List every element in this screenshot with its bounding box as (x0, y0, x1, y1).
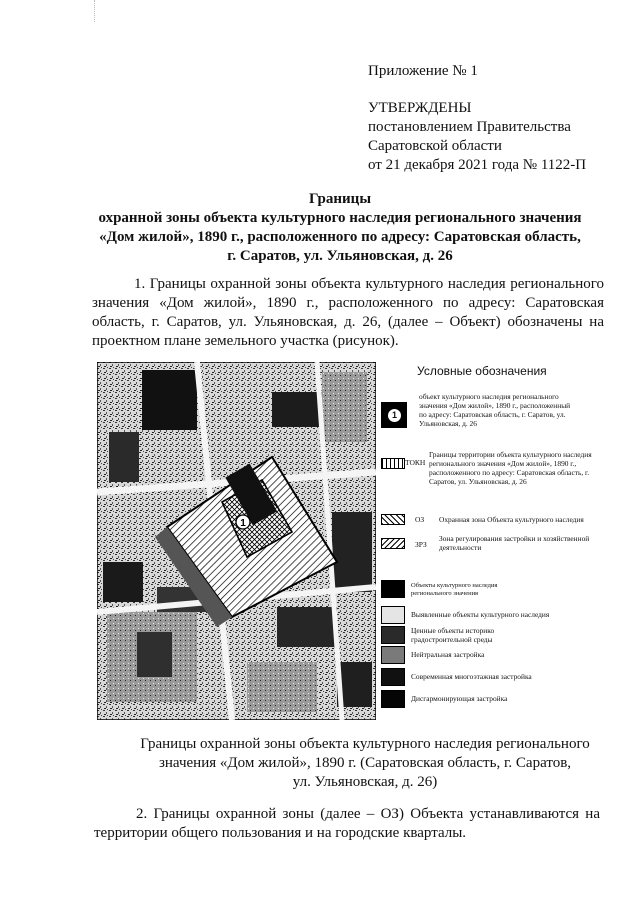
paragraph-1-text: 1. Границы охранной зоны объекта культурного наследия регионального значения «Дом жилой», 1890 г., расположенного по адресу: Саратовская область, г. Саратов, ул. Ульяновская, д. 26, (далее – Объект) обозначены на проектном плане земельного участка (рисунок). (92, 276, 604, 349)
legend-text: Объекты культурного наследия регионального значения (411, 582, 498, 597)
legend-swatch-modern (381, 668, 405, 686)
legend-text: Охранная зона Объекта культурного наследия (439, 515, 584, 524)
map-drawing (97, 362, 376, 720)
map-object-marker: 1 (240, 518, 246, 529)
approval-line-2: Саратовской области (368, 138, 502, 154)
object-number-icon: 1 (387, 408, 402, 423)
legend-text: объект культурного наследия регионального значения «Дом жилой», 1890 г., расположенный по адресу: Саратовская область, г. Саратов, ул. Ульяновская, д. 26 (419, 392, 571, 428)
approval-block (368, 62, 618, 175)
legend-swatch-neutral (381, 646, 405, 664)
caption-line-1: Границы охранной зоны объекта культурного наследия регионального (140, 736, 590, 752)
document-heading (60, 190, 620, 266)
paragraph-1 (92, 275, 604, 351)
legend-swatch-object (381, 402, 407, 428)
approval-line-3: от 21 декабря 2021 года № 1122-П (368, 157, 587, 173)
legend-swatch-tokn (381, 458, 405, 469)
legend (381, 362, 600, 720)
legend-text: Нейтральная застройка (411, 650, 485, 659)
legend-text: Ценные объекты историко градостроительной среды (411, 626, 495, 644)
legend-swatch-identified (381, 606, 405, 624)
figure-caption (100, 735, 630, 792)
legend-text: Выявленные объекты культурного наследия (411, 610, 550, 619)
legend-swatch-disharmonious (381, 690, 405, 708)
scan-margin-mark (94, 0, 96, 22)
legend-swatch-valuable (381, 626, 405, 644)
paragraph-2-text: 2. Границы охранной зоны (далее – ОЗ) Объекта устанавливаются на территории общего пользования и на городские кварталы. (94, 806, 600, 841)
legend-code: ЗРЗ (415, 540, 427, 549)
legend-swatch-oz (381, 514, 405, 525)
legend-text: Зона регулирования застройки и хозяйственной деятельности (439, 534, 590, 552)
legend-swatch-heritage (381, 580, 405, 598)
heading-line-1: Границы (308, 191, 372, 207)
caption-line-2: значения «Дом жилой», 1890 г. (Саратовская область, г. Саратов, (158, 755, 572, 771)
heading-line-3: «Дом жилой», 1890 г., расположенного по адресу: Саратовская область, (99, 229, 581, 245)
figure (97, 362, 600, 720)
legend-title: Условные обозначения (417, 364, 547, 378)
paragraph-2 (94, 805, 600, 843)
caption-line-3: ул. Ульяновская, д. 26) (292, 774, 438, 790)
heading-line-4: г. Саратов, ул. Ульяновская, д. 26 (227, 248, 453, 264)
appendix-label: Приложение № 1 (368, 63, 478, 79)
approved-label: УТВЕРЖДЕНЫ (368, 100, 472, 116)
cadastral-map (97, 362, 376, 720)
legend-text: Дисгармонирующая застройка (411, 694, 508, 703)
legend-swatch-zrz (381, 538, 405, 549)
approval-line-1: постановлением Правительства (368, 119, 571, 135)
legend-text: Современная многоэтажная застройка (411, 672, 532, 681)
heading-line-2: охранной зоны объекта культурного наследия регионального значения (98, 210, 582, 226)
legend-code: ТОКН (405, 458, 426, 467)
legend-code: ОЗ (415, 515, 425, 524)
legend-text: Границы территории объекта культурного наследия регионального значения «Дом жилой», 1890 г., расположенного по адресу: Саратовская область, г. Саратов, ул. Ульяновская, д. 26 (429, 450, 592, 486)
